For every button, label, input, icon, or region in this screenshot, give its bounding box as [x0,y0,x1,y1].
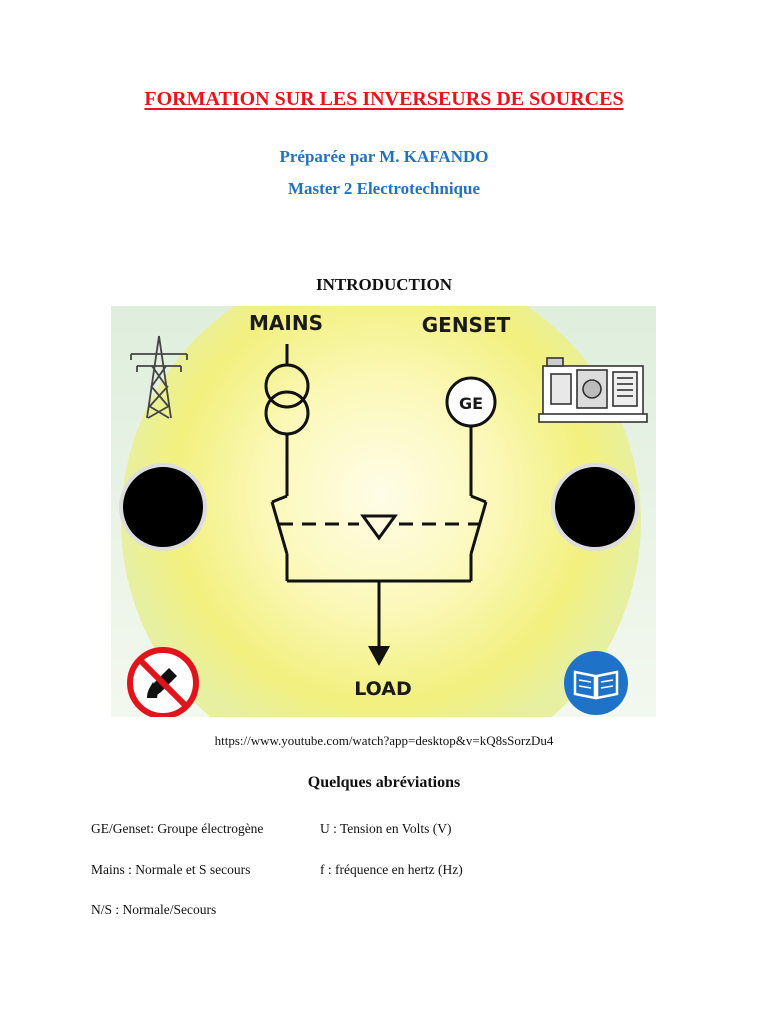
no-fire-icon [130,650,196,716]
document-title: FORMATION SUR LES INVERSEURS DE SOURCES [144,88,624,110]
transfer-switch-diagram [111,306,656,717]
left-decorative-disc [121,465,205,549]
abbreviation-item: GE/Genset: Groupe électrogène [91,821,264,836]
section-heading: INTRODUCTION [315,275,453,294]
ge-label: GE [458,394,484,413]
abbreviation-item: U : Tension en Volts (V) [320,821,452,836]
mains-label: MAINS [249,311,323,335]
book-icon [564,651,628,715]
right-decorative-disc [553,465,637,549]
source-url[interactable]: https://www.youtube.com/watch?app=desktop&v=kQ8sSorzDu4 [214,733,554,748]
generator-icon [539,358,647,422]
genset-label: GENSET [421,313,511,337]
abbreviation-item: Mains : Normale et S secours [91,862,251,877]
abbreviation-item: N/S : Normale/Secours [91,902,217,917]
degree-line: Master 2 Electrotechnique [288,179,480,198]
load-label: LOAD [354,678,412,700]
abbreviation-item: f : fréquence en hertz (Hz) [320,862,463,877]
abbreviations-heading: Quelques abréviations [307,774,461,791]
author-line: Préparée par M. KAFANDO [279,147,489,166]
